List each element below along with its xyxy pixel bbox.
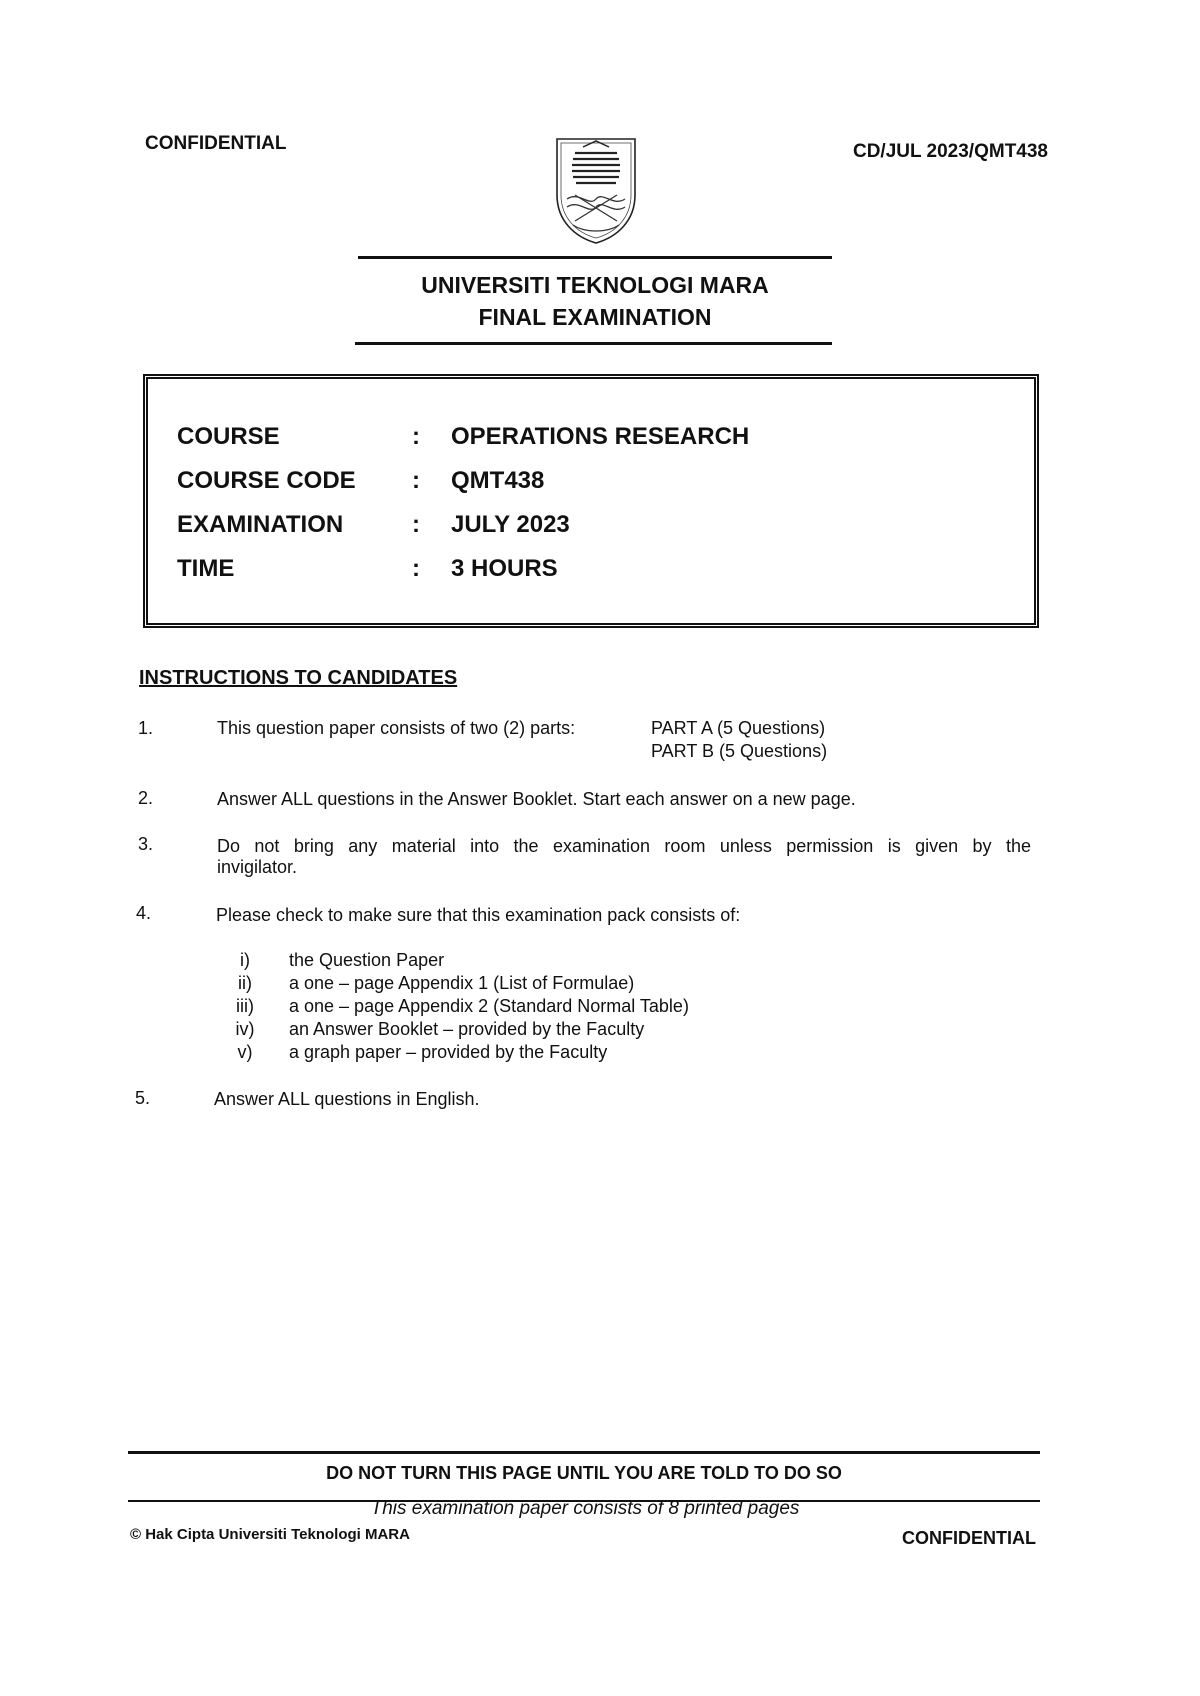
instruction-1-number: 1. [138,718,154,738]
course-colon: : [412,423,420,450]
course-code-row [148,467,1034,497]
exam-title: FINAL EXAMINATION [478,304,712,330]
instruction-3-number: 3. [138,834,154,854]
pack-item-2-number: ii) [238,973,252,993]
instruction-2-text: Answer ALL questions in the Answer Booklet. Start each answer on a new page. [217,789,856,809]
examination-value: JULY 2023 [451,511,570,538]
instruction-5-number: 5. [135,1088,151,1108]
course-code-value: QMT438 [451,467,545,494]
course-value: OPERATIONS RESEARCH [451,423,750,450]
time-row [148,555,1034,585]
pack-item-4-number: iv) [235,1019,255,1039]
pack-item-5-number: v) [237,1042,253,1062]
document-code: CD/JUL 2023/QMT438 [852,141,1048,162]
time-colon: : [412,555,420,582]
footer-top-rule [128,1451,1040,1454]
examination-colon: : [412,511,420,538]
instructions-title: INSTRUCTIONS TO CANDIDATES [139,667,458,689]
instruction-3-text-line1: Do not bring any material into the examination room unless permission is given by the [217,836,1031,856]
confidential-label-top: CONFIDENTIAL [145,133,287,154]
course-code-colon: : [412,467,420,494]
instruction-1-text: This question paper consists of two (2) parts: [217,718,576,738]
title-top-rule [358,256,832,259]
instruction-2-number: 2. [138,788,154,808]
pack-item-1-number: i) [240,950,250,970]
printed-pages-note: This examination paper consists of 8 printed pages [370,1498,800,1519]
pack-item-4-text: an Answer Booklet – provided by the Faculty [289,1019,645,1039]
copyright-notice: © Hak Cipta Universiti Teknologi MARA [130,1526,410,1543]
course-code-label: COURSE CODE [177,467,356,494]
pack-item-1-text: the Question Paper [289,950,445,970]
instruction-4-text: Please check to make sure that this examination pack consists of: [216,905,741,925]
course-info-box [143,374,1039,628]
time-value: 3 HOURS [451,555,558,582]
confidential-label-bottom: CONFIDENTIAL [902,1528,1036,1548]
pack-item-3-number: iii) [236,996,254,1016]
university-name: UNIVERSITI TEKNOLOGI MARA [421,272,769,298]
instruction-3-text-line2: invigilator. [217,857,298,877]
title-bottom-rule [355,342,832,345]
pack-item-3-text: a one – page Appendix 2 (Standard Normal Table) [289,996,689,1016]
pack-item-2-text: a one – page Appendix 1 (List of Formulae) [289,973,635,993]
examination-row [148,511,1034,541]
course-row [148,423,1034,453]
instruction-1-part-b: PART B (5 Questions) [651,741,828,761]
examination-label: EXAMINATION [177,511,344,538]
do-not-turn-warning: DO NOT TURN THIS PAGE UNTIL YOU ARE TOLD TO DO SO [326,1463,842,1483]
university-crest-icon [553,137,639,245]
pack-item-5-text: a graph paper – provided by the Faculty [289,1042,608,1062]
course-label: COURSE [177,423,280,450]
instruction-4-number: 4. [136,903,152,923]
time-label: TIME [177,555,235,582]
instruction-5-text: Answer ALL questions in English. [214,1089,480,1109]
instruction-1-part-a: PART A (5 Questions) [651,718,826,738]
